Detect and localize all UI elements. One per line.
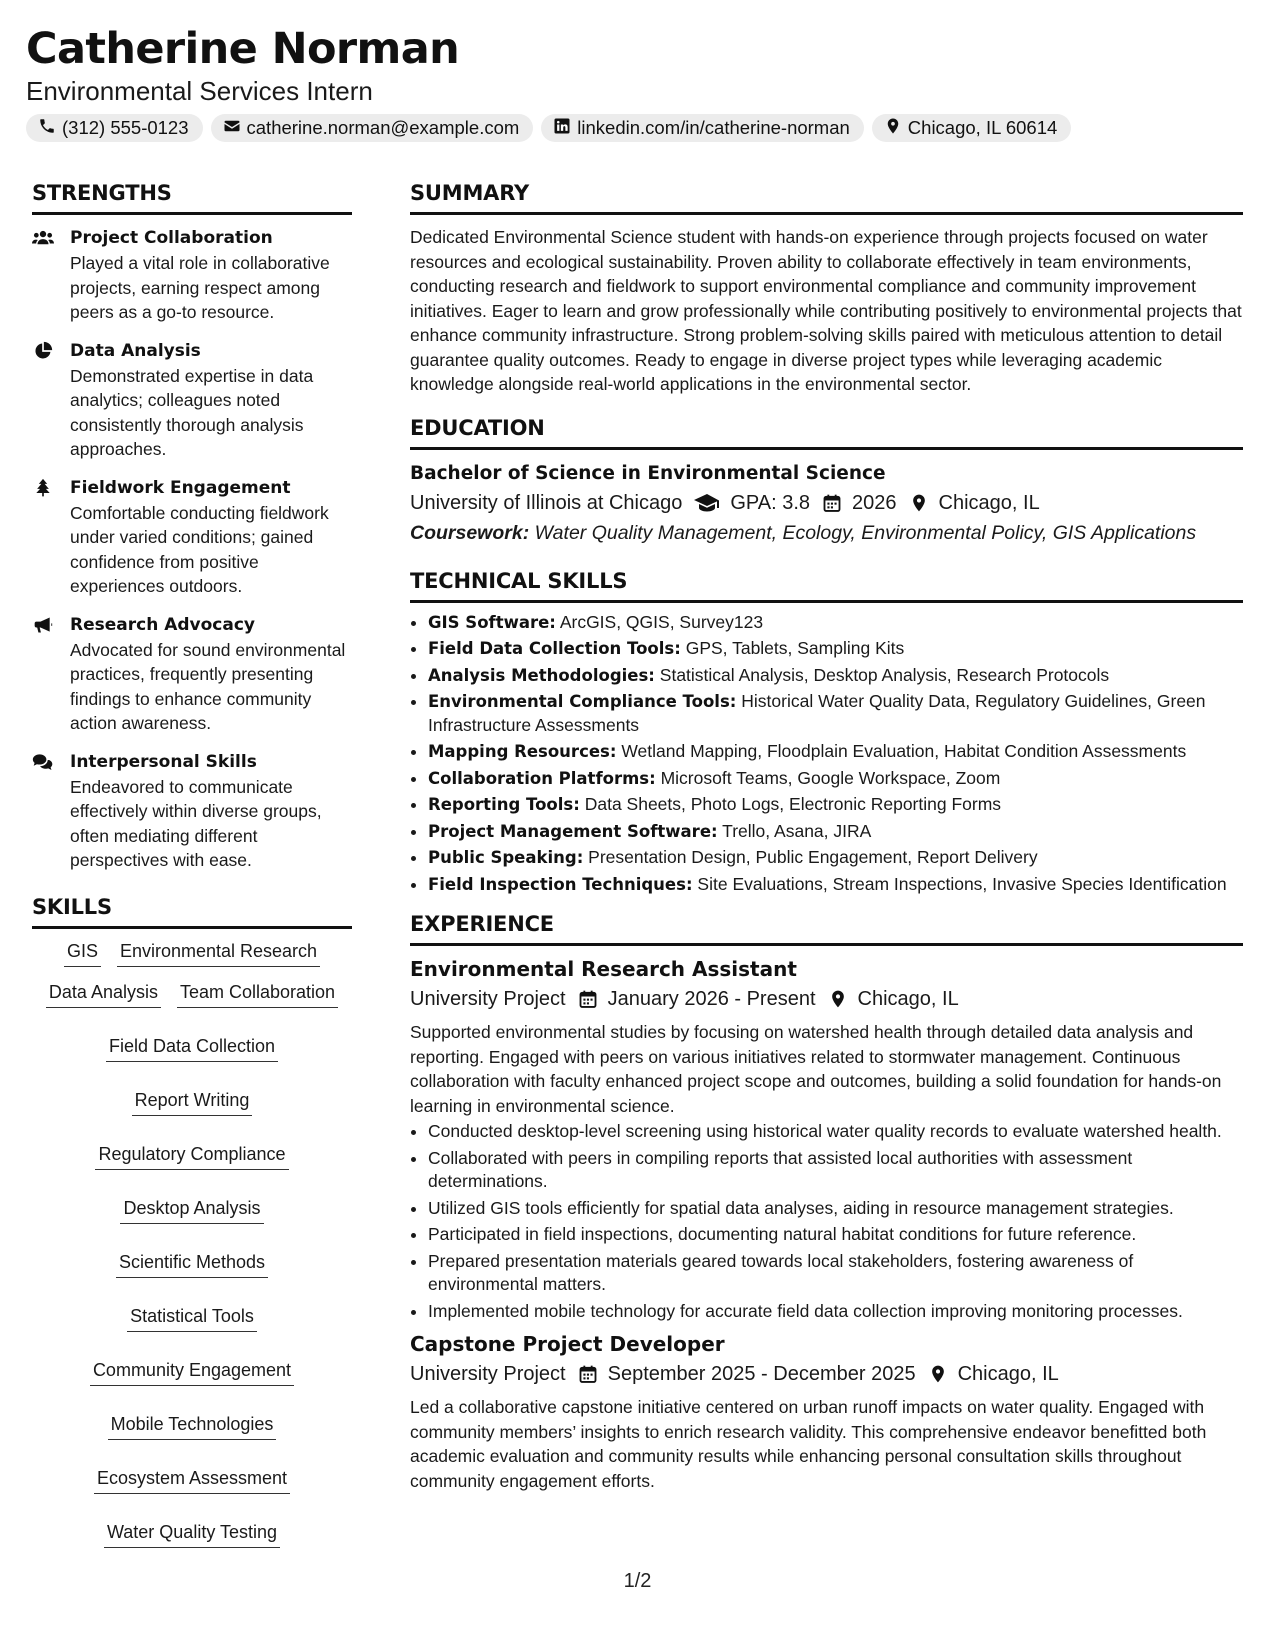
skill-value: Trello, Asana, JIRA (722, 820, 872, 841)
skill-label: Analysis Methodologies: (428, 665, 655, 685)
comments-icon (32, 749, 70, 873)
list-item (428, 690, 1243, 737)
skill-label: Field Inspection Techniques: (428, 874, 693, 894)
strength-desc: Comfortable conducting fieldwork under varied conditions; gained confidence from positive experiences outdoors. (70, 502, 329, 596)
contact-linkedin[interactable] (541, 114, 864, 142)
strengths-list (32, 225, 352, 873)
resume-header (26, 22, 459, 106)
skill-tag: Community Engagement (90, 1358, 294, 1386)
list-item: • Collaborated with peers in compiling reports that assisted local authorities with assessment determinations. (428, 1147, 1243, 1194)
strength-item (32, 338, 352, 462)
skill-label: Mapping Resources: (428, 742, 617, 761)
strength-item (32, 475, 352, 599)
job-location: Chicago, IL (957, 1363, 1059, 1385)
linkedin-icon (553, 117, 571, 140)
skill-tag: Environmental Research (117, 939, 320, 967)
list-item (428, 873, 1243, 897)
right-column (410, 178, 1243, 1493)
pie-chart-icon (32, 338, 70, 462)
skill-tag: GIS (64, 939, 101, 967)
coursework-text: Water Quality Management, Ecology, Environmental Policy, GIS Applications (534, 521, 1197, 544)
skill-value: Microsoft Teams, Google Workspace, Zoom (660, 767, 1001, 788)
strength-title: Fieldwork Engagement (70, 477, 291, 498)
skill-tag: Regulatory Compliance (95, 1142, 288, 1170)
skill-tag: Report Writing (132, 1088, 253, 1116)
list-item: • Prepared presentation materials geared towards local stakeholders, fostering awareness of environmental matters. (428, 1250, 1243, 1297)
skill-label: Project Management Software: (428, 821, 718, 841)
bullhorn-icon (32, 612, 70, 736)
graduation-year: 2026 (852, 491, 897, 514)
list-item (428, 846, 1243, 870)
skill-value: GPS, Tablets, Sampling Kits (685, 638, 905, 658)
skill-value: Wetland Mapping, Floodplain Evaluation, Habitat Condition Assessments (621, 741, 1187, 761)
skill-label: Environmental Compliance Tools: (428, 692, 737, 711)
degree-name: Bachelor of Science in Environmental Science (410, 462, 886, 484)
technical-skills-heading: TECHNICAL SKILLS (410, 566, 1243, 603)
contact-bar (26, 114, 1071, 142)
job-title: Environmental Research Assistant (410, 957, 797, 981)
gpa-text: GPA: 3.8 (730, 491, 811, 514)
skill-tag: Ecosystem Assessment (94, 1466, 290, 1494)
job-meta (410, 984, 1243, 1014)
summary-text: Dedicated Environmental Science student with hands-on experience through projects focused on water resources and ecological sustainability. Proven ability to collaborate effectively in team environments, conducting research and fieldwork to support environmental compliance and community improvement initiatives. Eager to learn and grow professionally while contributing positively to environmental projects that enhance community infrastructure. Strong problem-solving skills paired with meticulous attention to detail guarantee quality outcomes. Ready to engage in diverse project types while leveraging academic knowledge alongside real-world applications in the environmental sector. (410, 227, 1242, 394)
strength-title: Project Collaboration (70, 228, 273, 248)
school-name: University of Illinois at Chicago (410, 491, 683, 514)
job-dates: January 2026 - Present (607, 988, 816, 1010)
graduation-cap-icon (694, 493, 720, 513)
page-number: 1/2 (623, 1570, 652, 1592)
education-meta (410, 488, 1243, 518)
strength-desc: Played a vital role in collaborative projects, earning respect among peers as a go-to resource. (70, 253, 330, 322)
strength-item (32, 225, 352, 325)
skill-tag: Scientific Methods (116, 1250, 268, 1278)
skill-label: Reporting Tools: (428, 795, 580, 814)
list-item (428, 740, 1243, 764)
strength-desc: Demonstrated expertise in data analytics; colleagues noted consistently thorough analysis approaches. (70, 365, 314, 459)
location-text: Chicago, IL 60614 (907, 117, 1058, 138)
calendar-icon (578, 989, 598, 1009)
coursework-line (410, 518, 1243, 548)
skill-tag: Mobile Technologies (108, 1412, 277, 1440)
envelope-icon (223, 117, 241, 140)
skill-value: Data Sheets, Photo Logs, Electronic Reporting Forms (584, 794, 1002, 814)
contact-location[interactable] (872, 114, 1071, 142)
summary-heading: SUMMARY (410, 178, 1243, 215)
strength-desc: Advocated for sound environmental practices, frequently presenting findings to enhance community action awareness. (70, 639, 346, 733)
skill-value: Statistical Analysis, Desktop Analysis, Research Protocols (659, 664, 1110, 685)
skill-value: ArcGIS, QGIS, Survey123 (559, 611, 764, 632)
skills-heading: SKILLS (32, 892, 352, 929)
job-meta (410, 1359, 1243, 1389)
users-icon (32, 225, 70, 325)
strength-item (32, 749, 352, 873)
strength-item (32, 612, 352, 736)
list-item (428, 664, 1243, 688)
skill-tag: Team Collaboration (177, 980, 338, 1008)
strength-title: Data Analysis (70, 340, 201, 361)
job-org: University Project (410, 988, 566, 1010)
strengths-heading: STRENGTHS (32, 178, 352, 215)
list-item (428, 611, 1243, 635)
list-item: • Implemented mobile technology for accurate field data collection improving monitoring processes. (428, 1300, 1243, 1324)
education-heading: EDUCATION (410, 413, 1243, 450)
contact-phone[interactable] (26, 114, 203, 142)
job-entry (410, 954, 1243, 1323)
contact-email[interactable] (211, 114, 534, 142)
left-column (32, 178, 352, 1548)
skill-value: Historical Water Quality Data, Regulatory Guidelines, Green Infrastructure Assessments (428, 691, 1206, 735)
calendar-icon (822, 493, 842, 513)
skill-tag: Data Analysis (46, 980, 161, 1008)
linkedin-text: linkedin.com/in/catherine-norman (577, 117, 850, 138)
list-item: • Participated in field inspections, documenting natural habitat conditions for future reference. (428, 1223, 1243, 1247)
job-location: Chicago, IL (857, 988, 959, 1010)
phone-icon (38, 117, 56, 140)
job-bullets (410, 1120, 1243, 1323)
technical-skills-list (410, 611, 1243, 897)
skill-tag: Statistical Tools (127, 1304, 257, 1332)
strength-desc: Endeavored to communicate effectively within diverse groups, often mediating different perspectives with ease. (70, 776, 322, 870)
map-pin-icon (828, 989, 848, 1009)
list-item: • Utilized GIS tools efficiently for spatial data analyses, aiding in resource management strategies. (428, 1197, 1243, 1221)
list-item (428, 793, 1243, 817)
skill-tag: Desktop Analysis (120, 1196, 263, 1224)
coursework-label: Coursework: (410, 521, 530, 544)
list-item: • Conducted desktop-level screening using historical water quality records to evaluate watershed health. (428, 1120, 1243, 1144)
skill-value: Presentation Design, Public Engagement, Report Delivery (588, 847, 1038, 867)
skill-tag: Field Data Collection (106, 1034, 278, 1062)
job-description: Supported environmental studies by focusing on watershed health through detailed data analysis and reporting. Engaged with peers on various initiatives related to stormwater management. Continuous collaboration with faculty enhanced project scope and outcomes, building a solid foundation for hands-on learning in environmental science. (410, 1022, 1222, 1116)
list-item (428, 637, 1243, 661)
phone-text: (312) 555-0123 (62, 117, 189, 138)
skill-label: Public Speaking: (428, 848, 584, 867)
job-title: Environmental Services Intern (26, 76, 373, 106)
strength-title: Interpersonal Skills (70, 751, 257, 772)
map-pin-icon (928, 1364, 948, 1384)
job-description: Led a collaborative capstone initiative centered on urban runoff impacts on water quality. Engaged with community members’ insights to enrich research validity. This comprehensive endeavor benefitted both academic evaluation and community results while enhancing personal consultation skills throughout community engagement efforts. (410, 1397, 1207, 1491)
map-pin-icon (909, 493, 929, 513)
skill-label: Collaboration Platforms: (428, 768, 656, 788)
job-org: University Project (410, 1363, 566, 1385)
map-pin-icon (884, 117, 902, 140)
job-dates: September 2025 - December 2025 (607, 1363, 916, 1385)
skill-label: GIS Software: (428, 612, 556, 632)
list-item (428, 767, 1243, 791)
skill-label: Field Data Collection Tools: (428, 639, 681, 658)
experience-heading: EXPERIENCE (410, 909, 1243, 946)
education-location: Chicago, IL (938, 491, 1040, 514)
skills-tags (32, 939, 352, 1548)
calendar-icon (578, 1364, 598, 1384)
skill-tag: Water Quality Testing (104, 1520, 280, 1548)
candidate-name: Catherine Norman (26, 24, 460, 74)
email-text: catherine.norman@example.com (246, 117, 520, 138)
job-entry (410, 1329, 1243, 1493)
job-title: Capstone Project Developer (410, 1332, 725, 1356)
list-item (428, 820, 1243, 844)
skill-value: Site Evaluations, Stream Inspections, Invasive Species Identification (697, 873, 1227, 894)
strength-title: Research Advocacy (70, 614, 256, 635)
tree-icon (32, 475, 70, 599)
